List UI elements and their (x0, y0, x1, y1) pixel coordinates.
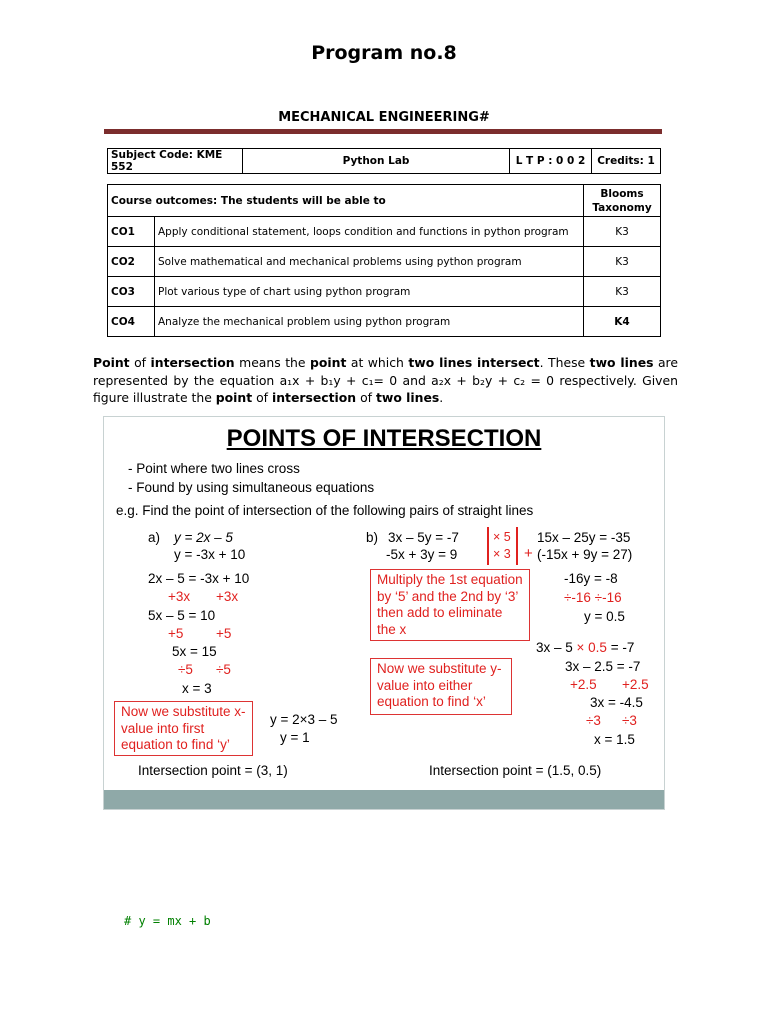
course-outcomes-table (107, 184, 661, 337)
multiplier: × 3 (493, 547, 511, 561)
note-box: Now we substitute x-value into first equation to find ‘y’ (114, 701, 253, 756)
example-prompt: e.g. Find the point of intersection of the following pairs of straight lines (116, 503, 534, 518)
subject-name: Python Lab (243, 149, 510, 174)
step: 3x – 5 × 0.5 = -7 (536, 640, 635, 655)
heading-rule (104, 129, 662, 134)
step-op: +2.5 (622, 677, 649, 692)
blooms-header: Blooms Taxonomy (584, 185, 661, 217)
figure-footer-bar (104, 790, 664, 809)
co-id: CO1 (108, 217, 155, 247)
part-a-label: a) (148, 530, 161, 545)
step: 3x = -4.5 (590, 695, 643, 710)
co-id: CO3 (108, 277, 155, 307)
intro-paragraph: Point of intersection means the point at which two lines intersect. These two lines are represented by the equation a₁x + b₁y + c₁= 0 and a₂x + b₂y + c₂ = 0 respectively. Given figure illustrate the point of intersection of two lines. (93, 355, 678, 405)
equation: y = 2x – 5 (174, 530, 233, 545)
note-box: Now we substitute y-value into either equation to find ‘x’ (370, 658, 512, 715)
subject-code: Subject Code: KME 552 (108, 149, 243, 174)
equation: 3x – 5y = -7 (388, 530, 459, 545)
step-op: +3x (216, 589, 239, 604)
table-row (108, 277, 661, 307)
step-op: +5 (216, 626, 232, 641)
plus: + (524, 545, 533, 562)
bullet: - Found by using simultaneous equations (128, 480, 375, 495)
step: x = 1.5 (594, 732, 635, 747)
co-id: CO4 (108, 307, 155, 337)
step: -16y = -8 (564, 571, 618, 586)
figure-title: POINTS OF INTERSECTION (226, 425, 542, 452)
step-op: ÷-16 ÷-16 (564, 590, 622, 605)
part-b-label: b) (366, 530, 379, 545)
step: x = 3 (182, 681, 212, 696)
code-comment: # y = mx + b (124, 914, 211, 928)
co-level: K3 (584, 217, 661, 247)
co-text: Analyze the mechanical problem using python program (155, 307, 584, 337)
bullet: - Point where two lines cross (128, 461, 300, 476)
subject-credits: Credits: 1 (592, 149, 661, 174)
bracket-right (516, 527, 518, 565)
table-row (108, 307, 661, 337)
co-text: Solve mathematical and mechanical problems using python program (155, 247, 584, 277)
department-heading: MECHANICAL ENGINEERING# (278, 110, 490, 125)
step: y = 0.5 (584, 609, 625, 624)
result: Intersection point = (3, 1) (138, 763, 288, 778)
result: Intersection point = (1.5, 0.5) (429, 763, 602, 778)
co-id: CO2 (108, 247, 155, 277)
intersection-figure (103, 416, 665, 810)
table-row (108, 247, 661, 277)
co-text: Plot various type of chart using python program (155, 277, 584, 307)
step-op: ÷5 (178, 662, 193, 677)
subject-ltp: L T P : 0 0 2 (510, 149, 592, 174)
step-op: +5 (168, 626, 184, 641)
step-op: +3x (168, 589, 191, 604)
note-box: Multiply the 1st equation by ‘5’ and the 2nd by ‘3’ then add to eliminate the x (370, 569, 530, 641)
step-op: +2.5 (570, 677, 597, 692)
co-level: K3 (584, 247, 661, 277)
step-op: ÷5 (216, 662, 231, 677)
step-op: ÷3 (586, 713, 601, 728)
step: y = 1 (280, 730, 310, 745)
step: 3x – 2.5 = -7 (565, 659, 641, 674)
subject-table (107, 148, 661, 174)
co-level: K3 (584, 277, 661, 307)
equation: y = -3x + 10 (174, 547, 246, 562)
co-text: Apply conditional statement, loops condition and functions in python program (155, 217, 584, 247)
equation: (-15x + 9y = 27) (537, 547, 633, 562)
equation: 15x – 25y = -35 (537, 530, 631, 545)
step: 5x – 5 = 10 (148, 608, 216, 623)
step: 2x – 5 = -3x + 10 (148, 571, 250, 586)
equation: -5x + 3y = 9 (386, 547, 458, 562)
step: y = 2×3 – 5 (270, 712, 338, 727)
co-level: K4 (584, 307, 661, 337)
table-row (108, 217, 661, 247)
outcomes-header: Course outcomes: The students will be able to (108, 185, 584, 217)
page-title: Program no.8 (311, 42, 457, 64)
multiplier: × 5 (493, 530, 511, 544)
step-op: ÷3 (622, 713, 637, 728)
step: 5x = 15 (172, 644, 217, 659)
bracket-left (487, 527, 489, 565)
